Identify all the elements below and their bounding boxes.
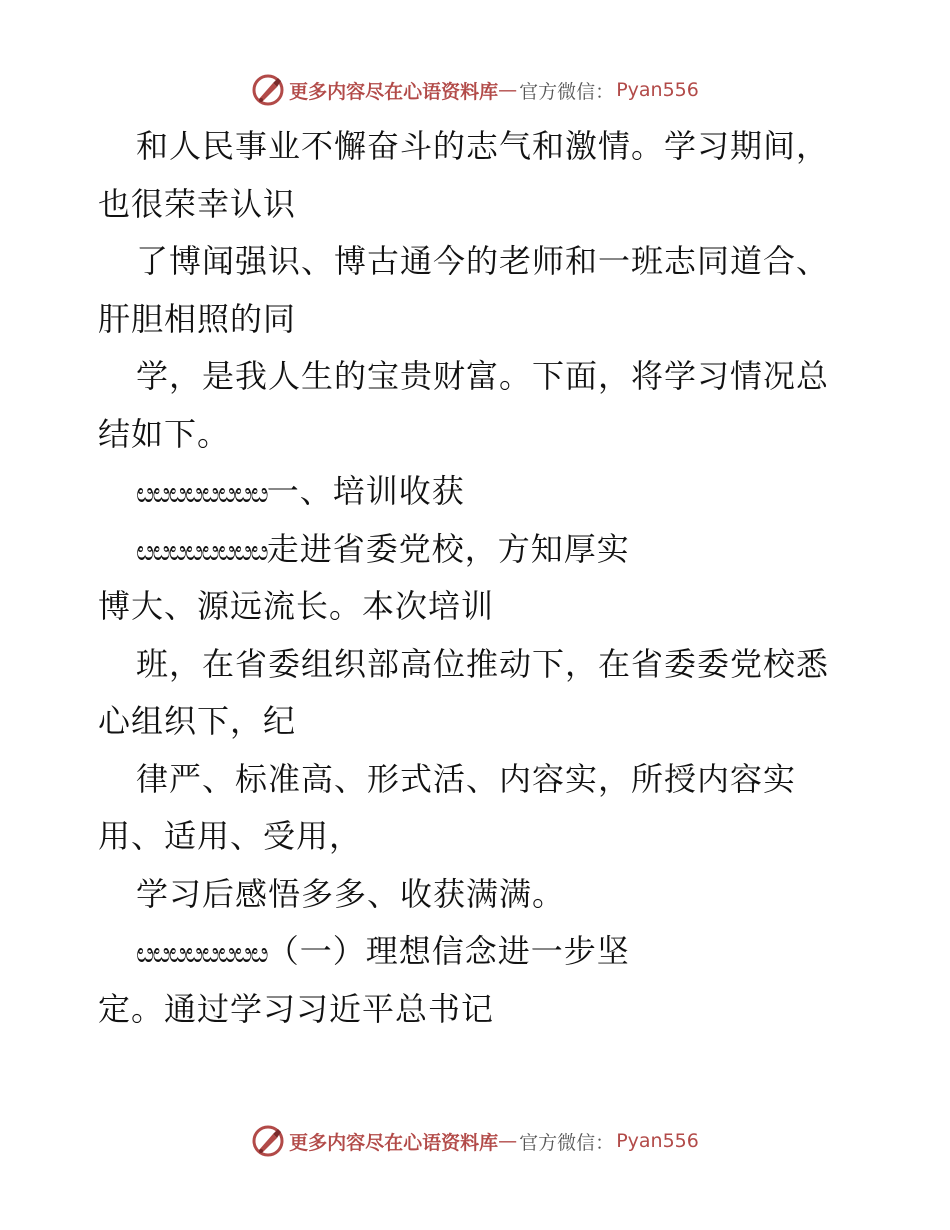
text-line	[98, 866, 858, 924]
ornament-glyphs: ೞೞೞೞೞೞೞೞ	[136, 476, 267, 509]
text-line	[98, 176, 858, 234]
watermark-dash: —	[498, 79, 518, 101]
line-text: 结如下。	[98, 414, 231, 453]
document-body	[98, 118, 858, 1038]
ornament-glyphs: ೞೞೞೞೞೞೞೞ	[136, 936, 267, 969]
text-line	[98, 751, 858, 809]
line-text: 定。通过学习习近平总书记	[98, 989, 495, 1028]
text-line	[98, 348, 858, 406]
line-text: 走进省委党校，方知厚实	[266, 529, 630, 568]
watermark-id: Pyan556	[616, 79, 699, 101]
ornament-glyphs: ೞೞೞೞೞೞೞೞ	[136, 533, 267, 567]
watermark-main-text: 更多内容尽在心语资料库	[289, 1131, 499, 1154]
line-text: 用、适用、受用，	[98, 817, 363, 855]
header-watermark	[0, 70, 950, 110]
text-line	[98, 118, 858, 176]
pen-logo-icon	[251, 73, 285, 107]
line-text: 肝胆相照的同	[98, 299, 297, 338]
line-text: 心组织下，纪	[98, 702, 297, 740]
line-text: 也很荣幸认识	[98, 184, 297, 223]
line-text: 和人民事业不懈奋斗的志气和激情。学习期间，	[136, 127, 830, 165]
footer-watermark	[0, 1121, 950, 1161]
text-line	[98, 291, 858, 349]
text-line	[98, 578, 858, 636]
text-line	[98, 693, 858, 751]
text-line	[98, 636, 858, 694]
watermark-dash: —	[498, 1130, 518, 1152]
line-text: （一）理想信念进一步坚	[266, 932, 630, 970]
watermark-id: Pyan556	[616, 1130, 699, 1152]
text-line	[98, 808, 858, 866]
text-line	[98, 463, 858, 521]
line-text: 博大、源远流长。本次培训	[98, 587, 495, 625]
line-text: 班，在省委组织部高位推动下，在省委委党校悉	[136, 644, 830, 683]
watermark-label: 官方微信：	[519, 1131, 615, 1154]
text-line	[98, 233, 858, 291]
line-text: 律严、标准高、形式活、内容实，所授内容实	[136, 759, 797, 798]
watermark-label: 官方微信：	[519, 80, 615, 103]
line-text: 一、培训收获	[266, 472, 465, 510]
text-line	[98, 521, 858, 579]
line-text: 学习后感悟多多、收获满满。	[136, 874, 566, 913]
pen-logo-icon	[251, 1124, 285, 1158]
text-line	[98, 406, 858, 464]
text-line	[98, 981, 858, 1039]
watermark-main-text: 更多内容尽在心语资料库	[289, 80, 499, 103]
line-text: 学，是我人生的宝贵财富。下面，将学习情况总	[136, 357, 830, 395]
line-text: 了博闻强识、博古通今的老师和一班志同道合、	[136, 242, 830, 280]
text-line	[98, 923, 858, 981]
